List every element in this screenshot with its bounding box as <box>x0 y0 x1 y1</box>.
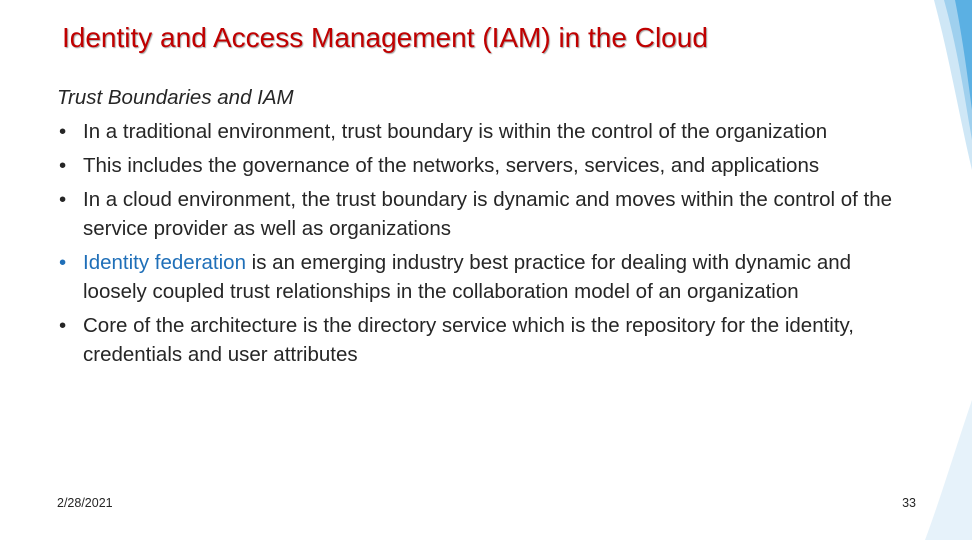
highlighted-term: Identity federation <box>83 251 246 274</box>
bullet-list <box>57 117 907 369</box>
bullet-text: This includes the governance of the networks, servers, services, and applications <box>83 154 820 177</box>
bullet-marker: • <box>59 120 67 143</box>
bullet-marker: • <box>59 154 67 177</box>
page-number: 33 <box>902 496 916 510</box>
bullet-text: In a traditional environment, trust boundary is within the control of the organization <box>83 120 828 143</box>
bullet-text: Core of the architecture is the directory service which is the repository for the identity, credentials and user attributes <box>83 314 854 366</box>
section-heading: Trust Boundaries and IAM <box>57 86 294 109</box>
slide-date: 2/28/2021 <box>57 496 113 510</box>
bullet-marker: • <box>59 251 67 274</box>
bullet-marker: • <box>59 314 67 337</box>
list-item <box>57 248 907 306</box>
bullet-text: is an emerging industry best practice for dealing with dynamic and loosely coupled trust relationships in the collaboration model of an organization <box>83 251 852 303</box>
list-item <box>57 185 907 243</box>
slide-body <box>57 83 907 374</box>
bullet-text: In a cloud environment, the trust boundary is dynamic and moves within the control of the service provider as well as organizations <box>83 188 893 240</box>
bullet-marker: • <box>59 188 67 211</box>
list-item <box>57 117 907 146</box>
list-item <box>57 311 907 369</box>
slide-title: Identity and Access Management (IAM) in the Cloud <box>62 22 708 53</box>
list-item <box>57 151 907 180</box>
